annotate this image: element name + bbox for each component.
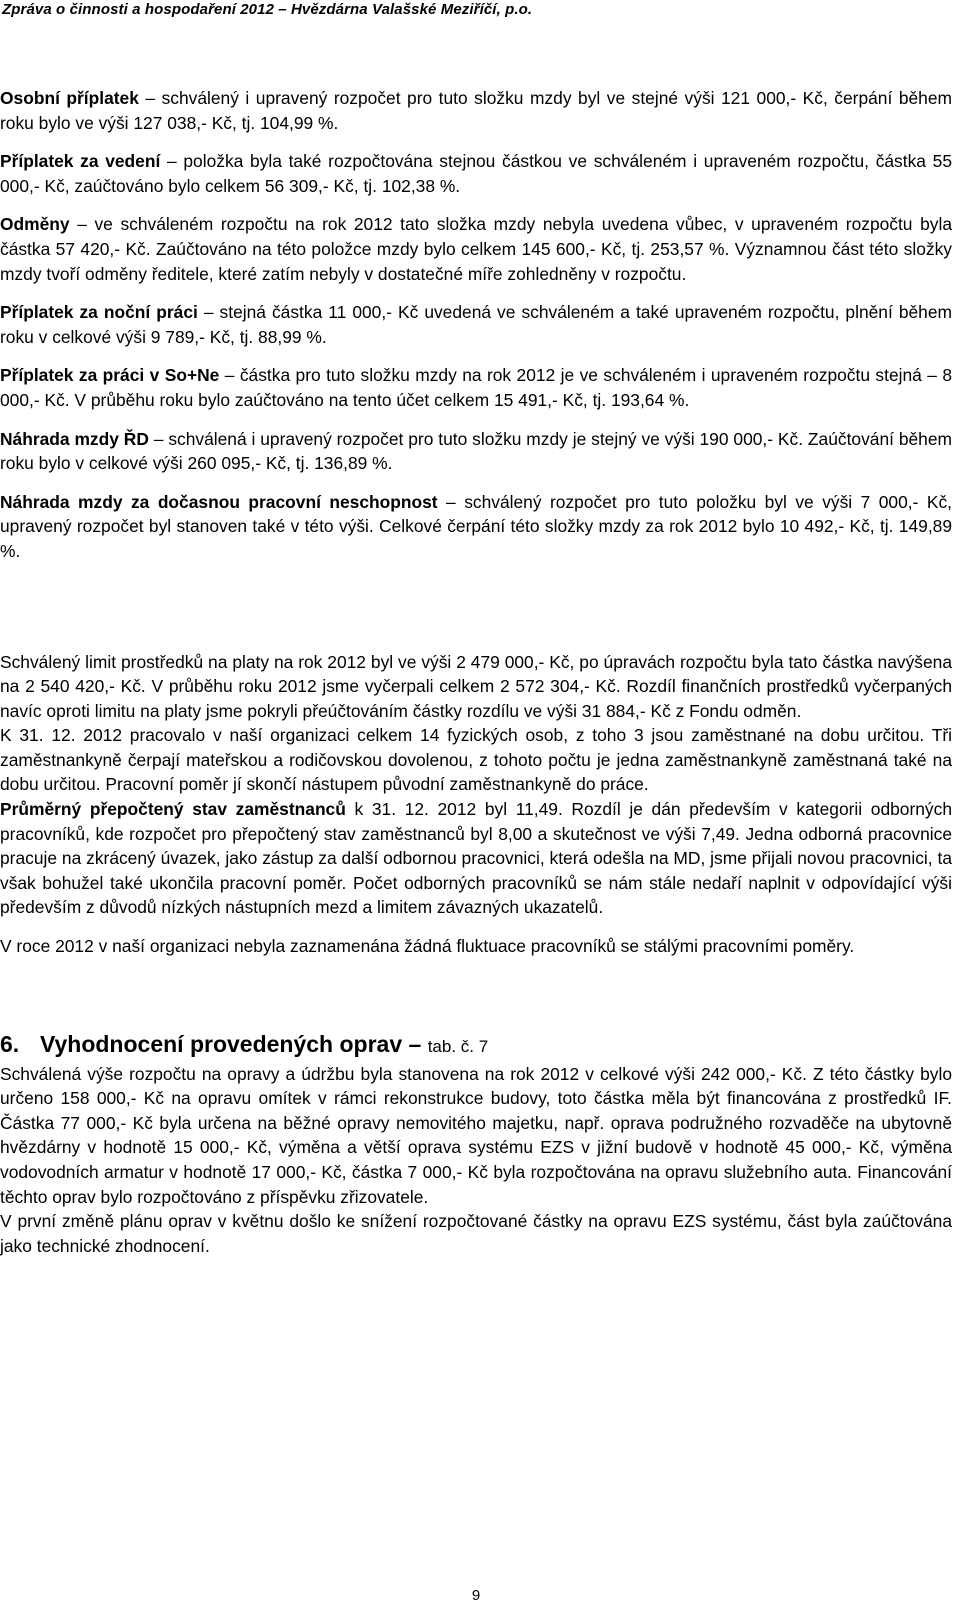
paragraph-prace-so-ne bbox=[0, 363, 952, 412]
paragraph-limit-prostredku: Schválený limit prostředků na platy na rok 2012 byl ve výši 2 479 000,- Kč, po úpravách rozpočtu byla tato částka navýšena na 2 540 420,- Kč. V průběhu roku 2012 jsme vyčerpali celkem 2 572 304,- Kč. Rozdíl finančních prostředků vyčerpaných navíc oproti limitu na platy jsme pokryli přeúčtováním částky rozdílu ve výši 31 884,- Kč z Fondu odměn. bbox=[0, 651, 952, 721]
text-nahrada-neschopnost: – schválený rozpočet pro tuto položku byl ve výši 7 000,- Kč, upravený rozpočet byl stanoven také v této výši. Celkové čerpání této složky mzdy za rok 2012 bylo 10 492,- Kč, tj. 149,89 %. bbox=[0, 491, 952, 561]
paragraph-priplatek-za-vedeni bbox=[0, 149, 952, 198]
section-table-ref: tab. č. 7 bbox=[427, 1036, 489, 1056]
paragraph-odmeny bbox=[0, 212, 952, 286]
page-number: 9 bbox=[471, 1587, 481, 1604]
section-heading bbox=[0, 1029, 952, 1062]
term-priplatek-za-vedeni: Příplatek za vedení bbox=[0, 151, 161, 172]
running-header: Zpráva o činnosti a hospodaření 2012 – Hvězdárna Valašské Meziříčí, p.o. bbox=[2, 1, 533, 18]
term-osobni-priplatek: Osobní příplatek bbox=[0, 88, 139, 108]
paragraph-nahrada-neschopnost bbox=[0, 490, 952, 564]
text-prumerny-stav: k 31. 12. 2012 byl 11,49. Rozdíl je dán především v kategorii odborných pracovníků, kde rozpočet pro přepočtený stav zaměstnanců byl 8,00 a skutečnost ve výši 7,49. Jedna odborná pracovnice pracuje na zkrácený úvazek, jako zástup za další odbornou pracovnici, která odešla na MD, jsme přijali novou pracovnici, ta však bohužel také ukončila pracovní poměr. Počet odborných pracovníků se nám stále nedaří naplnit v odpovídající výši především z důvodů nízkých nástupních mezd a limitem závazných ukazatelů. bbox=[0, 799, 952, 918]
vertical-spacer bbox=[0, 973, 952, 1029]
paragraph-nahrada-mzdy-rd bbox=[0, 427, 952, 476]
text-nahrada-mzdy-rd: – schválená i upravený rozpočet pro tuto složku mzdy je stejný ve výši 190 000,- Kč. Zaúčtování během roku bylo v celkové výši 260 095,- Kč, tj. 136,89 %. bbox=[0, 428, 952, 474]
paragraph-pocet-osob: K 31. 12. 2012 pracovalo v naší organizaci celkem 14 fyzických osob, z toho 3 jsou zaměstnané na dobu určitou. Tři zaměstnankyně čerpají mateřskou a rodičovskou dovolenou, z tohoto počtu je jedna zaměstnankyně zaměstnaná také na dobu určitou. Pracovní poměr jí skončí nástupem původní zaměstnankyně do práce. bbox=[0, 725, 952, 795]
term-prumerny-stav: Průměrný přepočtený stav zaměstnanců bbox=[0, 799, 346, 820]
document-body bbox=[0, 86, 952, 1258]
term-prace-so-ne: Příplatek za práci v So+Ne bbox=[0, 365, 220, 386]
section-number: 6. bbox=[0, 1030, 20, 1057]
paragraph-osobni-priplatek bbox=[0, 86, 952, 135]
paragraph-zmena-planu-oprav: V první změně plánu oprav v květnu došlo ke snížení rozpočtované částky na opravu EZS systému, část byla zaúčtována jako technické zhodnocení. bbox=[0, 1211, 952, 1256]
section-dash: – bbox=[402, 1030, 428, 1057]
term-nahrada-neschopnost: Náhrada mzdy za dočasnou pracovní neschopnost bbox=[0, 491, 438, 512]
paragraph-rozpocet-opravy: Schválená výše rozpočtu na opravy a údržbu byla stanovena na rok 2012 v celkové výši 242 000,- Kč. Z této částky bylo určeno 158 000,- Kč na opravu omítek v rámci rekonstrukce budovy, toto částka měla být financována z prostředků IF. Částka 77 000,- Kč byla určena na běžné opravy nemovitého majetku, např. oprava podružného rozvaděče na ubytovně hvězdárny v hodnotě 15 000,- Kč, výměna a větší oprava systému EZS v jižní budově v hodnotě 45 000,- Kč, výměna vodovodních armatur v hodnotě 17 000,- Kč, částka 7 000,- Kč byla rozpočtována na opravu služebního auta. Financování těchto oprav bylo rozpočtováno z příspěvku zřizovatele. bbox=[0, 1063, 952, 1207]
text-prace-so-ne: – částka pro tuto složku mzdy na rok 2012 je ve schváleném i upraveném rozpočtu stejná – 8 000,- Kč. V průběhu roku bylo zaúčtováno na tento účet celkem 15 491,- Kč, tj. 193,64 %. bbox=[0, 365, 952, 410]
text-priplatek-za-vedeni: – položka byla také rozpočtována stejnou částkou ve schváleném i upraveném rozpočtu, částka 55 000,- Kč, zaúčtováno bylo celkem 56 309,- Kč, tj. 102,38 %. bbox=[0, 151, 952, 196]
paragraph-fluktuace: V roce 2012 v naší organizaci nebyla zaznamenána žádná fluktuace pracovníků se stálými pracovními poměry. bbox=[0, 936, 855, 957]
section-title: Vyhodnocení provedených oprav bbox=[40, 1030, 403, 1057]
paragraph-prumerny-stav bbox=[0, 797, 952, 920]
text-osobni-priplatek: – schválený i upravený rozpočet pro tuto složku mzdy byl ve stejné výši 121 000,- Kč, čerpání během roku bylo ve výši 127 038,- Kč, tj. 104,99 %. bbox=[0, 88, 952, 133]
term-odmeny: Odměny bbox=[0, 214, 70, 235]
term-nocni-prace: Příplatek za noční práci bbox=[0, 302, 198, 323]
text-odmeny: – ve schváleném rozpočtu na rok 2012 tato složka mzdy nebyla uvedena vůbec, v upraveném rozpočtu byla částka 57 420,- Kč. Zaúčtováno na této položce mzdy bylo celkem 145 600,- Kč, tj. 253,57 %. Významnou část této složky mzdy tvoří odměny ředitele, které zatím nebyly v dostatečné míře zohledněny v rozpočtu. bbox=[0, 214, 952, 284]
paragraph-nocni-prace bbox=[0, 300, 952, 349]
text-nocni-prace: – stejná částka 11 000,- Kč uvedená ve schváleném a také upraveném rozpočtu, plnění během roku v celkové výši 9 789,- Kč, tj. 88,99 %. bbox=[0, 302, 953, 347]
term-nahrada-mzdy-rd: Náhrada mzdy ŘD bbox=[0, 428, 149, 449]
vertical-spacer bbox=[0, 578, 952, 650]
